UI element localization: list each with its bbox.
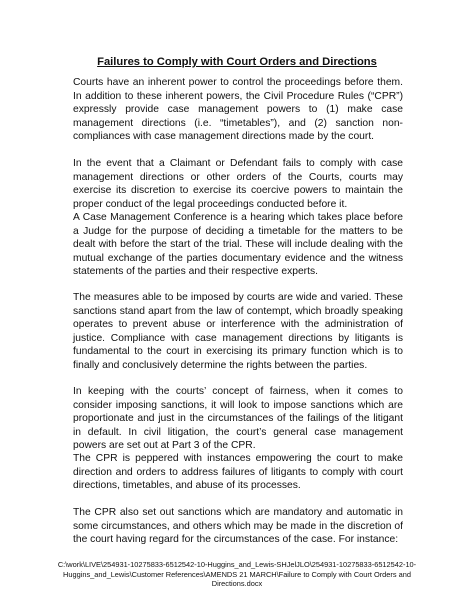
paragraph-case-management-conference: A Case Management Conference is a hearing which takes place before a Judge for the purpose of deciding a timetable for the matters to be dealt with before the start of the trial. These will include dealing with the mutual exchange of the parties documentary evidence and the witness statements of the parties and their respective experts.	[73, 212, 403, 278]
paragraph-cpr-sanctions: The CPR also set out sanctions which are mandatory and automatic in some circumstances, and others which may be made in the discretion of the court having regard for the circumstances of the case. For instance:	[73, 507, 403, 546]
paragraph-inherent-powers: Courts have an inherent power to control the proceedings before them. In addition to these inherent powers, the Civil Procedure Rules (“CPR”) expressly provide case management powers to (1) make case management directions (i.e. “timetables”), and (2) sanction non-compliances with case management directions made by the court.	[73, 77, 403, 143]
document-title: Failures to Comply with Court Orders and Directions	[97, 56, 377, 68]
paragraph-cpr-instances: The CPR is peppered with instances empowering the court to make direction and orders to address failures of litigants to comply with court directions, timetables, and abuse of its processes.	[73, 453, 403, 492]
footer-file-path: C:\work\LIVE\254931-10275833-6512542-10-Huggins_and_Lewis-SHJelJLO\254931-10275833-6512542-10-Huggins_and_Lewis\Customer References\AMENDS 21 MARCH\Failure to Comply with Court Orders and Directions.docx	[57, 560, 417, 589]
paragraph-measures: The measures able to be imposed by courts are wide and varied. These sanctions stand apart from the law of contempt, which broadly speaking operates to prevent abuse or interference with the administration of justice. Compliance with case management directions by litigants is fundamental to the court in exercising its primary function which is to finally and conclusively determine the rights between the parties.	[73, 292, 403, 371]
paragraph-failure-to-comply: In the event that a Claimant or Defendant fails to comply with case management directions or other orders of the Courts, courts may exercise its discretion to exercise its coercive powers to maintain the proper conduct of the legal proceedings conducted before it.	[73, 158, 403, 210]
paragraph-fairness: In keeping with the courts’ concept of fairness, when it comes to consider imposing sanctions, it will look to impose sanctions which are proportionate and just in the circumstances of the failings of the litigant in default. In civil litigation, the court’s general case management powers are set out at Part 3 of the CPR.	[73, 386, 403, 452]
